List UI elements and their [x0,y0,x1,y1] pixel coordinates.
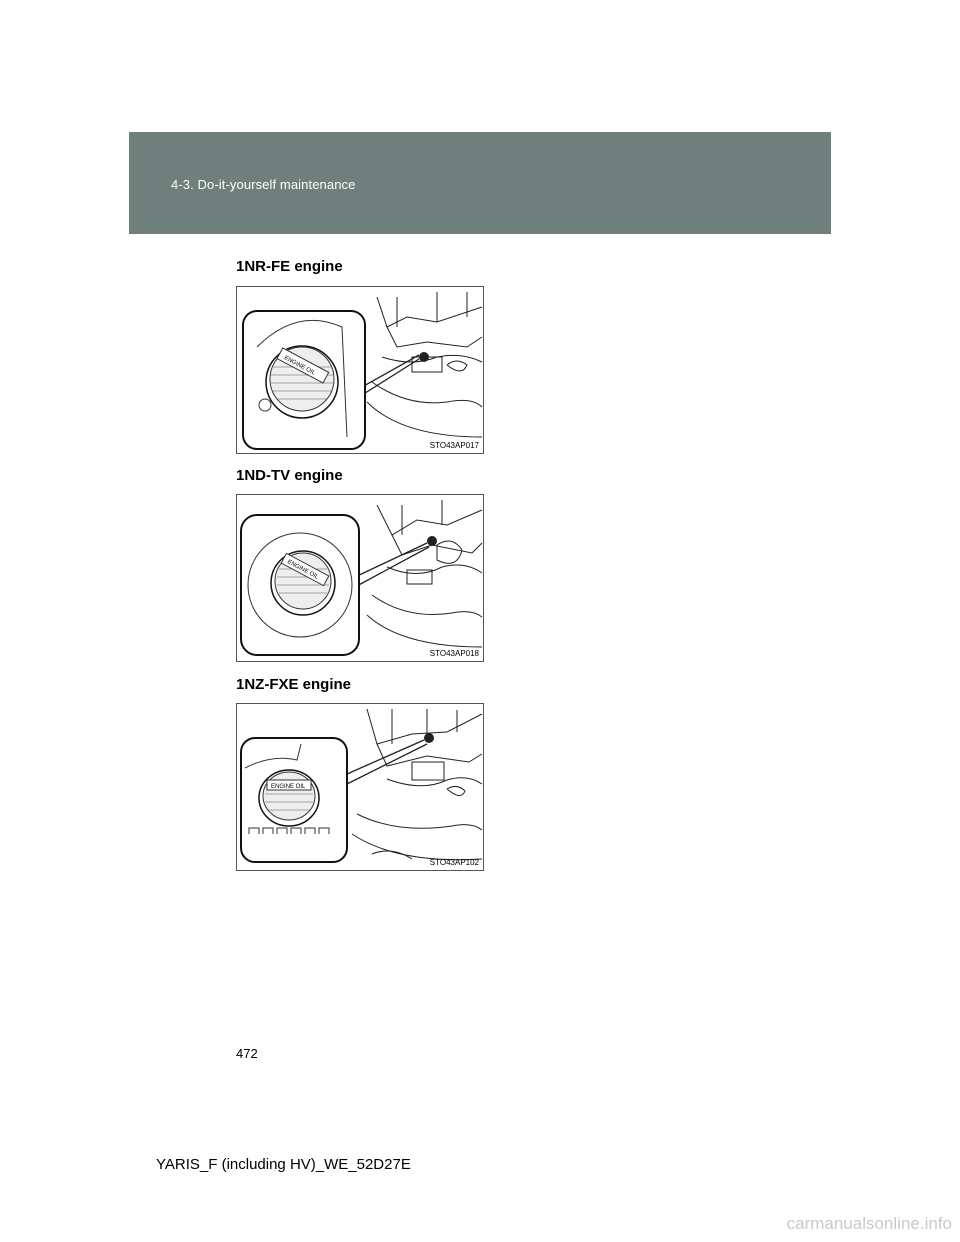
figure-1nz-fxe-oil-cap [236,703,484,871]
figure-code: STO43AP018 [429,649,479,658]
cap-label-text: ENGINE OIL [282,355,317,377]
engine-heading-1nz-fxe: 1NZ-FXE engine [236,676,352,693]
document-footer: YARIS_F (including HV)_WE_52D27E [156,1156,411,1173]
engine-heading-1nr-fe: 1NR-FE engine [236,258,343,275]
figure-code: STO43AP102 [429,858,479,867]
figure-code: STO43AP017 [429,441,479,450]
page-number: 472 [236,1046,258,1061]
section-title: 4-3. Do-it-yourself maintenance [171,177,356,192]
watermark: carmanualsonline.info [786,1214,952,1233]
cap-label-text: ENGINE OIL [271,784,306,790]
engine-bay-illustration [237,704,484,871]
figure-1nr-fe-oil-cap [236,286,484,454]
engine-bay-illustration [237,495,484,662]
figure-1nd-tv-oil-cap [236,494,484,662]
cap-label-text: ENGINE OIL [286,559,320,581]
engine-bay-illustration [237,287,484,454]
header-band [129,132,831,234]
engine-heading-1nd-tv: 1ND-TV engine [236,467,343,484]
